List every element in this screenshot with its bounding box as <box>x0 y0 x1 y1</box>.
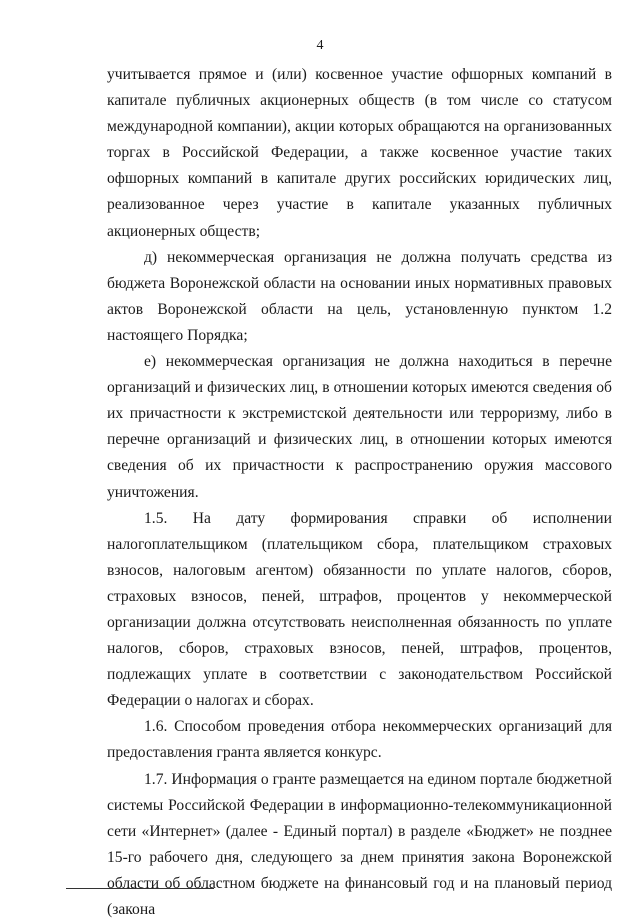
footnote-divider <box>66 888 214 889</box>
paragraph-1-5: 1.5. На дату формирования справки об исполнении налогоплательщиком (плательщиком сбора, плательщиком страховых взносов, налоговым агентом) обязанности по уплате налогов, сборов, страховых взносов, пеней, штрафов, процентов у некоммерческой организации должна отсутствовать неисполненная обязанность по уплате налогов, сборов, страховых взносов, пеней, штрафов, процентов, подлежащих уплате в соответствии с законодательством Российской Федерации о налогах и сборах. <box>107 509 612 710</box>
paragraph-item-e: е) некоммерческая организация не должна находиться в перечне организаций и физических лиц, в отношении которых имеются сведения об их причастности к экстремистской деятельности или терроризму, либо в перечне организаций и физических лиц, в отношении которых имеются сведения об их причастности к распространению оружия массового уничтожения. <box>107 353 612 501</box>
document-body <box>107 62 612 923</box>
paragraph-item-d: д) некоммерческая организация не должна получать средства из бюджета Воронежской области на основании иных нормативных правовых актов Воронежской области на цель, установленную пунктом 1.2 настоящего Порядка; <box>107 248 612 344</box>
paragraph-continuation-offshore: учитывается прямое и (или) косвенное участие офшорных компаний в капитале публичных акционерных обществ (в том числе со статусом международной компании), акции которых обращаются на организованных торгах в Российской Федерации, а также косвенное участие таких офшорных компаний в капитале других российских юридических лиц, реализованное через участие в капитале указанных публичных акционерных обществ; <box>107 66 612 240</box>
page-number: 4 <box>316 38 324 53</box>
paragraph-1-6: 1.6. Способом проведения отбора некоммерческих организаций для предоставления гранта является конкурс. <box>107 718 612 762</box>
paragraph-1-7: 1.7. Информация о гранте размещается на едином портале бюджетной системы Российской Федерации в информационно-телекоммуникационной сети «Интернет» (далее - Единый портал) в разделе «Бюджет» не позднее 15-го рабочего дня, следующего за днем принятия закона Воронежской области об областном бюджете на финансовый год и на плановый период (закона <box>107 770 612 918</box>
